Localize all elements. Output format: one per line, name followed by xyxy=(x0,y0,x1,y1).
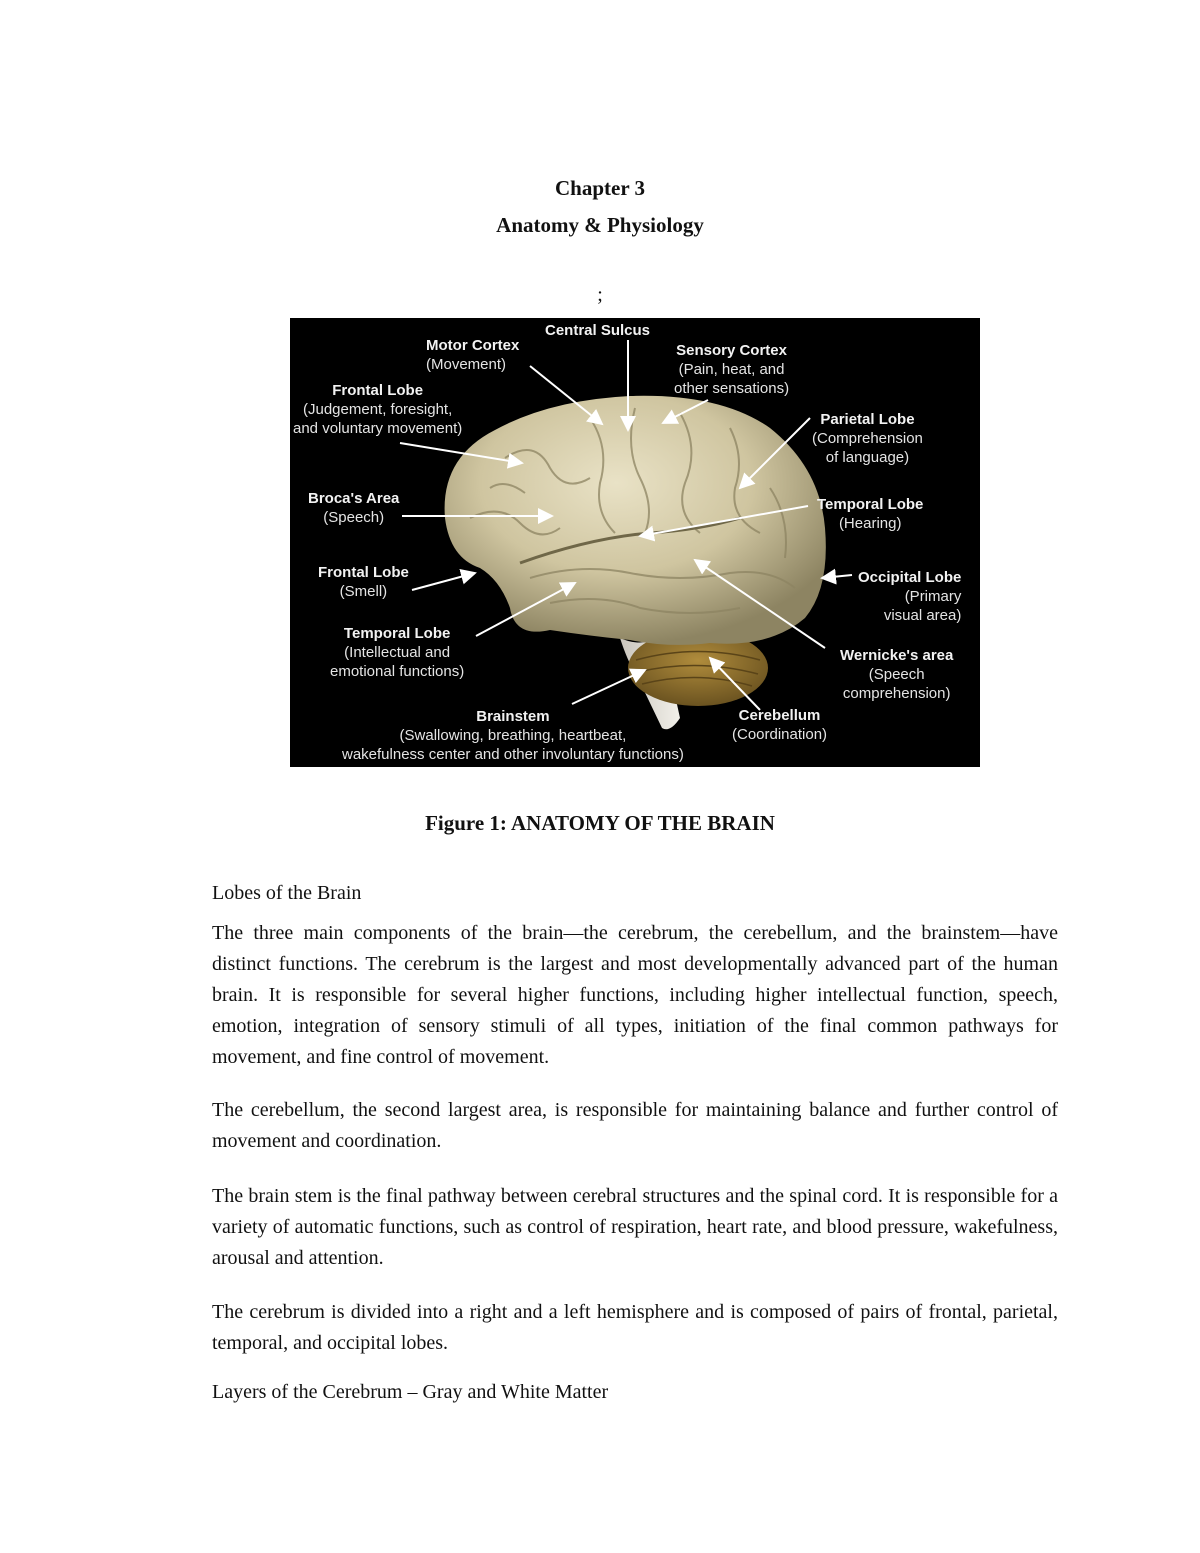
label-temporal-lobe-emotional: Temporal Lobe (Intellectual and emotional functions) xyxy=(330,625,465,680)
label-sensory-cortex: Sensory Cortex (Pain, heat, and other sensations) xyxy=(674,342,790,397)
chapter-number: Chapter 3 xyxy=(554,176,646,200)
separator-mark: ; xyxy=(597,284,603,306)
cerebrum-shape xyxy=(445,396,826,645)
brain-anatomy-figure xyxy=(290,318,980,767)
label-parietal-lobe: Parietal Lobe (Comprehension of language) xyxy=(812,411,923,466)
label-central-sulcus: Central Sulcus xyxy=(545,322,651,339)
label-temporal-lobe-hearing: Temporal Lobe (Hearing) xyxy=(817,496,924,532)
paragraph-brainstem: The brain stem is the final pathway between cerebral structures and the spinal cord. It is responsible for a variety of automatic functions, such as control of respiration, heart rate, and blood pressure, wakefulness, arousal and attention. xyxy=(212,1185,1058,1269)
label-wernickes-area: Wernicke's area (Speech comprehension) xyxy=(840,647,954,702)
label-frontal-lobe-smell: Frontal Lobe (Smell) xyxy=(318,564,409,600)
label-occipital-lobe: Occipital Lobe (Primary visual area) xyxy=(858,569,962,624)
chapter-title: Anatomy & Physiology xyxy=(496,213,704,237)
figure-caption: Figure 1: ANATOMY OF THE BRAIN xyxy=(425,811,775,835)
paragraph-cerebellum: The cerebellum, the second largest area, is responsible for maintaining balance and further control of movement and coordination. xyxy=(212,1099,1058,1152)
label-brocas-area: Broca's Area (Speech) xyxy=(308,490,400,526)
section-heading-layers: Layers of the Cerebrum – Gray and White Matter xyxy=(212,1381,609,1403)
label-frontal-lobe-top: Frontal Lobe (Judgement, foresight, and voluntary movement) xyxy=(293,382,463,437)
label-cerebellum: Cerebellum (Coordination) xyxy=(732,707,828,743)
label-brainstem: Brainstem (Swallowing, breathing, heartbeat, wakefulness center and other involuntary functions) xyxy=(342,708,684,763)
paragraph-components: The three main components of the brain—the cerebrum, the cerebellum, and the brainstem—have distinct functions. The cerebrum is the largest and most developmentally advanced part of the human brain. It is responsible for several higher functions, including higher intellectual function, speech, emotion, integration of sensory stimuli of all types, initiation of the final common pathways for movement, and fine control of movement. xyxy=(212,922,1058,1068)
paragraph-cerebrum: The cerebrum is divided into a right and a left hemisphere and is composed of pairs of frontal, parietal, temporal, and occipital lobes. xyxy=(212,1301,1058,1354)
label-motor-cortex: Motor Cortex (Movement) xyxy=(426,337,520,373)
section-heading-lobes: Lobes of the Brain xyxy=(212,882,362,904)
